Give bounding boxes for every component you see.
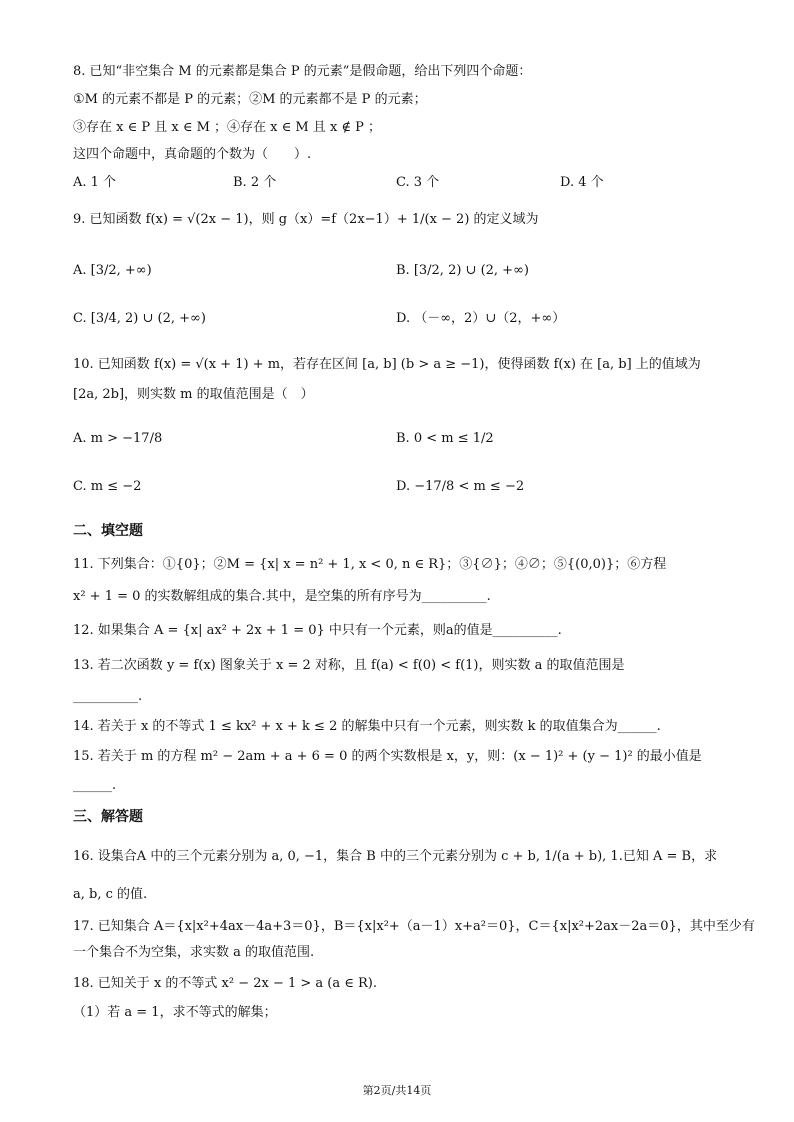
q8-option-c: C. 3 个 [396, 175, 440, 190]
q8-line4: 这四个命题中，真命题的个数为（ ）. [73, 147, 312, 162]
page-number: 第2页/共14页 [362, 1084, 432, 1097]
q10-option-d: D. −17/8 < m ≤ −2 [396, 479, 525, 494]
q17-line1: 17. 已知集合 A＝{x|x²+4ax－4a+3＝0}，B＝{x|x²+（a－1）x+a²＝0}，C＝{x|x²+2ax－2a＝0}，其中至少有 [73, 919, 755, 934]
q8-line3: ③存在 x ∈ P 且 x ∈ M ；④存在 x ∈ M 且 x ∉ P ； [73, 120, 382, 135]
q9-stem: 9. 已知函数 f(x) = √(2x − 1)，则 g（x）=f（2x−1）+ 1/(x − 2) 的定义域为 [73, 212, 539, 227]
q14-text: 14. 若关于 x 的不等式 1 ≤ kx² + x + k ≤ 2 的解集中只有一个元素，则实数 k 的取值集合为______. [73, 719, 661, 734]
q15-line2: ______. [73, 778, 117, 793]
q9-option-d: D. （－∞，2）∪（2，+∞） [396, 311, 566, 326]
q15-line1: 15. 若关于 m 的方程 m² − 2am + a + 6 = 0 的两个实数根是 x，y，则：(x − 1)² + (y − 1)² 的最小值是 [73, 749, 702, 764]
q9-option-c: C. [3/4, 2) ∪ (2, +∞) [73, 311, 206, 326]
q12-text: 12. 如果集合 A = {x| ax² + 2x + 1 = 0} 中只有一个元素，则a的值是__________. [73, 623, 562, 638]
q11-line1: 11. 下列集合：①{0}；②M = {x| x = n² + 1, x < 0, n ∈ R}；③{∅}；④∅；⑤{(0,0)}；⑥方程 [73, 557, 667, 572]
q13-line2: __________. [73, 689, 143, 704]
q9-option-b: B. [3/2, 2) ∪ (2, +∞) [396, 263, 529, 278]
q10-option-a: A. m > −17/8 [73, 431, 163, 446]
q8-option-d: D. 4 个 [560, 175, 604, 190]
q18-line1: 18. 已知关于 x 的不等式 x² − 2x − 1 > a (a ∈ R). [73, 976, 378, 991]
q10-line1: 10. 已知函数 f(x) = √(x + 1) + m，若存在区间 [a, b] (b > a ≥ −1)，使得函数 f(x) 在 [a, b] 上的值域为 [73, 357, 701, 372]
section-fill-in-blank: 二、填空题 [73, 523, 143, 539]
q10-line2: [2a, 2b]，则实数 m 的取值范围是（ ） [73, 387, 314, 402]
q8-option-a: A. 1 个 [73, 175, 117, 190]
q10-option-c: C. m ≤ −2 [73, 479, 142, 494]
q16-line1: 16. 设集合A 中的三个元素分别为 a, 0, −1，集合 B 中的三个元素分别为 c + b, 1/(a + b), 1.已知 A = B，求 [73, 849, 718, 864]
q13-line1: 13. 若二次函数 y = f(x) 图象关于 x = 2 对称，且 f(a) < f(0) < f(1)，则实数 a 的取值范围是 [73, 658, 625, 673]
q18-line2: （1）若 a = 1，求不等式的解集； [73, 1005, 277, 1020]
q10-option-b: B. 0 < m ≤ 1/2 [396, 431, 494, 446]
q8-option-b: B. 2 个 [233, 175, 277, 190]
q9-option-a: A. [3/2, +∞) [73, 263, 152, 278]
q11-line2: x² + 1 = 0 的实数解组成的集合.其中，是空集的所有序号为__________. [73, 589, 491, 604]
section-solutions: 三、解答题 [73, 809, 143, 825]
q8-line1: 8. 已知“非空集合 M 的元素都是集合 P 的元素”是假命题，给出下列四个命题： [73, 64, 532, 79]
q16-line2: a, b, c 的值. [73, 887, 148, 902]
q17-line2: 一个集合不为空集，求实数 a 的取值范围. [73, 945, 315, 960]
q8-line2: ①M 的元素不都是 P 的元素；②M 的元素都不是 P 的元素； [73, 92, 427, 107]
